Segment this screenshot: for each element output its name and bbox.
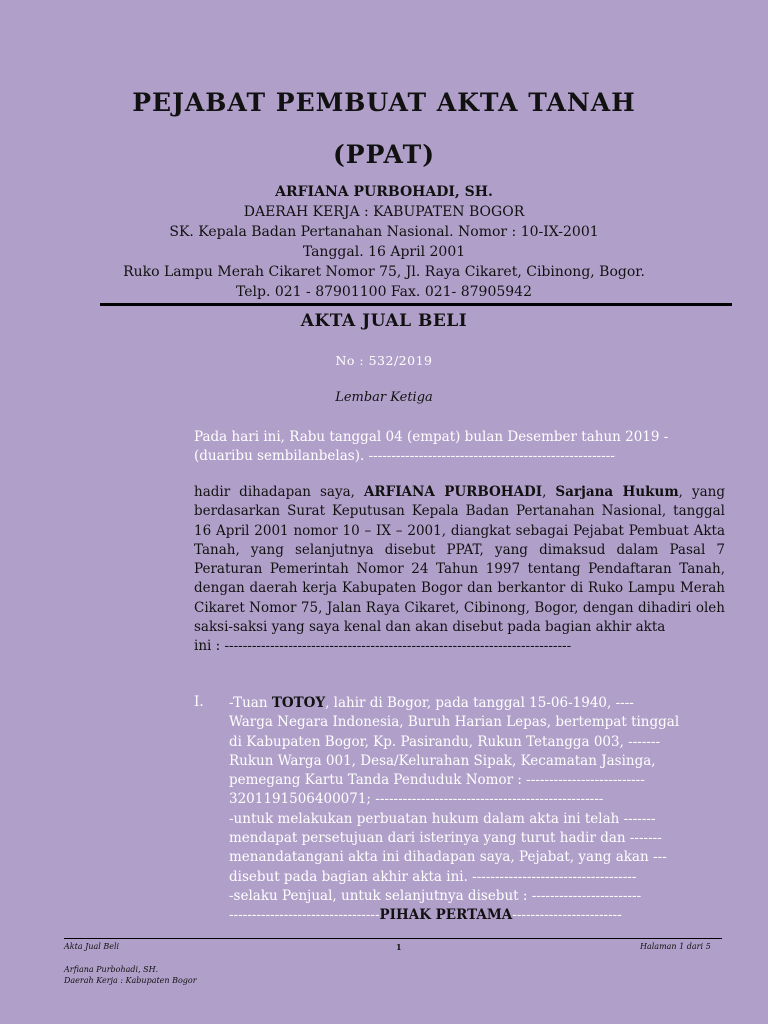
party-line-6: 3201191506400071; -------------------------------------------------- xyxy=(229,791,604,808)
document-sheet: Lembar Ketiga xyxy=(335,390,433,405)
party-name: TOTOY xyxy=(271,695,326,711)
party-line-1-pre: -Tuan xyxy=(229,695,272,711)
party-line-12-pre: --------------------------------- xyxy=(229,907,380,924)
work-area: DAERAH KERJA : KABUPATEN BOGOR xyxy=(243,204,525,220)
party-line-5: pemegang Kartu Tanda Penduduk Nomor : -------------------------- xyxy=(229,772,645,789)
ppat-title: PEJABAT PEMBUAT AKTA TANAH xyxy=(132,88,636,117)
footer-work-area: Daerah Kerja : Kabupaten Bogor xyxy=(64,976,197,985)
party-line-12 xyxy=(229,906,725,925)
document-title: AKTA JUAL BELI xyxy=(300,311,468,331)
footer-divider xyxy=(64,938,722,939)
appearance-last-line: ini : ---------------------------------------------------------------------------- xyxy=(194,638,572,655)
document-number: No : 532/2019 xyxy=(335,353,433,368)
appearance-pre: hadir dihadapan saya, xyxy=(194,484,364,500)
ppat-abbreviation: (PPAT) xyxy=(332,140,436,169)
opening-line-2: (duaribu sembilanbelas). ------------------------------------------------------ xyxy=(194,448,615,465)
footer-official-name: Arfiana Purbohadi, SH. xyxy=(64,965,159,974)
party-line-11: -selaku Penjual, untuk selanjutnya disebut : ------------------------ xyxy=(229,887,642,904)
party-line-8: mendapat persetujuan dari isterinya yang turut hadir dan ------- xyxy=(229,830,662,847)
office-phone: Telp. 021 - 87901100 Fax. 021- 87905942 xyxy=(235,284,532,300)
opening-line-1: Pada hari ini, Rabu tanggal 04 (empat) bulan Desember tahun 2019 - xyxy=(194,429,669,445)
official-name: ARFIANA PURBOHADI, SH. xyxy=(275,184,493,200)
appearance-paragraph xyxy=(194,483,725,657)
decree-date: Tanggal. 16 April 2001 xyxy=(302,244,466,260)
footer-page-number: 1 xyxy=(396,942,402,952)
opening-paragraph xyxy=(194,428,725,467)
party-line-10: disebut pada bagian akhir akta ini. ------------------------------------ xyxy=(229,868,637,885)
letterhead xyxy=(0,182,768,302)
appearance-body: , yang berdasarkan Surat Keputusan Kepala Badan Pertanahan Nasional, tanggal 16 April 2001 nomor 10 – IX – 2001, diangkat sebagai Pejabat Pembuat Akta Tanah, yang selanjutnya disebut PPAT, yang dimaksud dalam Pasal 7 Peraturan Pemerintah Nomor 24 Tahun 1997 tentang Pendaftaran Tanah, dengan daerah kerja Kabupaten Bogor dan berkantor di Ruko Lampu Merah Cikaret Nomor 75, Jalan Raya Cikaret, Cibinong, Bogor, dengan dihadiri oleh saksi-saksi yang saya kenal dan akan disebut pada bagian akhir akta xyxy=(194,484,725,636)
party-first xyxy=(229,694,725,926)
decree-number: SK. Kepala Badan Pertanahan Nasional. Nomor : 10-IX-2001 xyxy=(169,224,599,240)
party-line-12-post: ------------------------ xyxy=(512,907,622,924)
footer-page-count: Halaman 1 dari 5 xyxy=(640,942,711,951)
party-line-2: Warga Negara Indonesia, Buruh Harian Lepas, bertempat tinggal xyxy=(229,714,680,731)
party-marker: I. xyxy=(194,694,204,710)
party-line-1 xyxy=(229,694,725,713)
party-line-3: di Kabupaten Bogor, Kp. Pasirandu, Rukun Tetangga 003, ------- xyxy=(229,733,661,750)
official-degree: Sarjana Hukum xyxy=(555,484,679,500)
party-line-4: Rukun Warga 001, Desa/Kelurahan Sipak, Kecamatan Jasinga, xyxy=(229,752,656,769)
appearance-comma: , xyxy=(542,484,556,500)
party-role: PIHAK PERTAMA xyxy=(379,907,513,924)
official-name-bold: ARFIANA PURBOHADI xyxy=(363,484,543,500)
header-divider xyxy=(100,303,732,306)
party-line-9: menandatangani akta ini dihadapan saya, Pejabat, yang akan --- xyxy=(229,849,667,866)
party-line-1-post: , lahir di Bogor, pada tanggal 15-06-1940, ---- xyxy=(325,695,634,711)
party-line-7: -untuk melakukan perbuatan hukum dalam akta ini telah ------- xyxy=(229,810,656,827)
footer-doc-name: Akta Jual Beli xyxy=(64,942,120,951)
office-address: Ruko Lampu Merah Cikaret Nomor 75, Jl. Raya Cikaret, Cibinong, Bogor. xyxy=(123,264,645,280)
